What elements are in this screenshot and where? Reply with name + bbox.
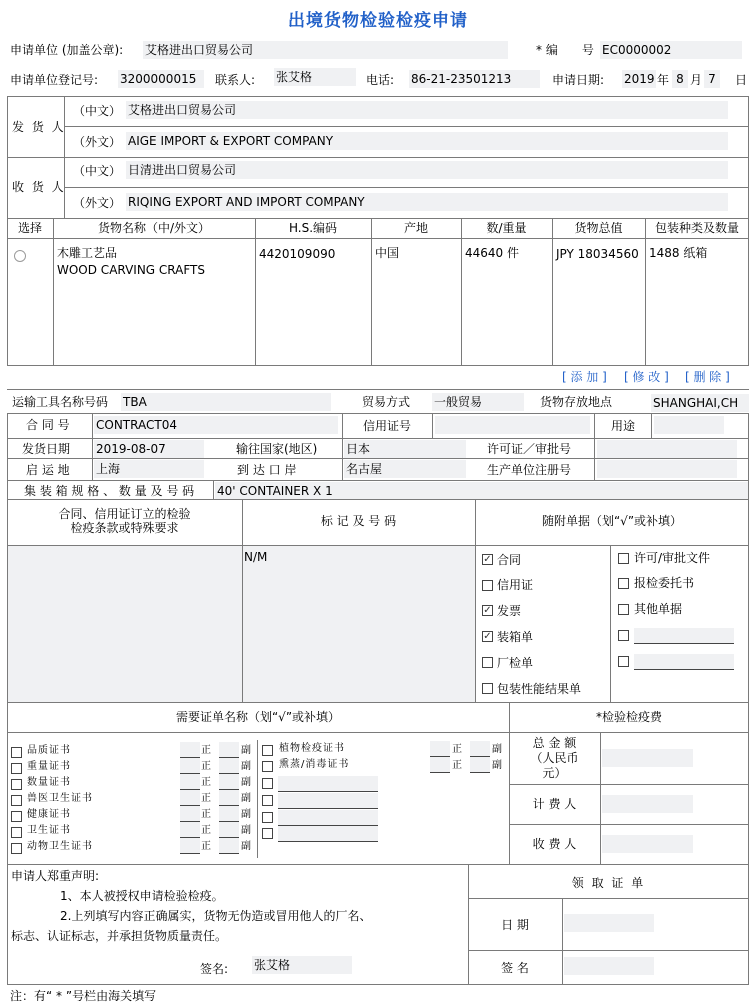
serial-field[interactable]: EC0000002 <box>600 41 742 59</box>
cert-weight-checkbox[interactable] <box>11 763 22 774</box>
reg-no-label: 申请单位登记号: <box>10 73 99 87</box>
cert-animal-health-fu: 副 <box>241 841 252 852</box>
cert-custom2-checkbox[interactable] <box>262 795 273 806</box>
cert-veterinary-copy[interactable] <box>219 790 239 806</box>
goods-origin: 中国 <box>375 246 400 260</box>
doc-packaging-result-label: 包装性能结果单 <box>497 682 582 696</box>
goods-value: JPY 18034560 <box>556 247 639 261</box>
col-packing: 包装种类及数量 <box>654 221 739 235</box>
date-month-field[interactable]: 8 <box>672 70 688 88</box>
attached-docs-label: 随附单据（划“√”或补填） <box>541 514 683 528</box>
cert-weight-original[interactable] <box>180 758 200 774</box>
cert-weight-copy[interactable] <box>219 758 239 774</box>
billing-person-label: 计 费 人 <box>532 797 577 811</box>
fee-title: *检验检疫费 <box>595 710 662 724</box>
doc-contract-checkbox[interactable]: ✓ <box>483 554 492 565</box>
cert-weight-fu: 副 <box>241 761 252 772</box>
col-goods-name: 货物名称（中/外文） <box>97 221 211 235</box>
lc-field[interactable] <box>435 416 590 434</box>
cert-fumigation-label: 熏蒸/消毒证书 <box>279 759 350 770</box>
cert-animal-health-original[interactable] <box>180 838 200 854</box>
contact-label: 联系人: <box>215 73 256 87</box>
dest-country-label: 输往国家(地区) <box>236 442 318 456</box>
storage-field[interactable]: SHANGHAI,CH <box>651 394 749 412</box>
container-field[interactable]: 40' CONTAINER X 1 <box>215 482 748 500</box>
storage-label: 货物存放地点 <box>540 395 613 409</box>
collect-date-field[interactable] <box>564 914 654 932</box>
declaration-line-2: 2.上列填写内容正确属实，货物无伪造或冒用他人的厂名、 <box>60 909 372 923</box>
cert-phyto-fu: 副 <box>492 744 503 755</box>
cert-custom1-checkbox[interactable] <box>262 778 273 789</box>
contract-terms-label-1: 合同、信用证订立的检验 <box>58 507 191 521</box>
declaration-title: 申请人郑重声明: <box>11 869 100 883</box>
cert-quantity-copy[interactable] <box>219 774 239 790</box>
doc-custom1-checkbox[interactable] <box>618 630 629 641</box>
shipper-cn-label: （中文） <box>73 104 122 118</box>
date-year-field[interactable]: 2019 <box>624 72 655 86</box>
permit-field[interactable] <box>597 440 737 458</box>
doc-entrust-label: 报检委托书 <box>634 576 695 590</box>
goods-row-radio[interactable] <box>14 250 26 262</box>
collect-sign-label: 签 名 <box>501 961 529 975</box>
cert-animal-health-zheng: 正 <box>201 841 212 852</box>
contract-field[interactable]: CONTRACT04 <box>94 416 338 434</box>
marks-value: N/M <box>244 550 268 564</box>
doc-packing-list-checkbox[interactable]: ✓ <box>483 631 492 642</box>
cert-health-checkbox[interactable] <box>11 811 22 822</box>
load-port-field[interactable]: 上海 <box>94 460 204 478</box>
load-port-label: 启 运 地 <box>26 463 70 477</box>
contract-terms-label-2: 检疫条款或特殊要求 <box>70 521 179 535</box>
purpose-label: 用途 <box>611 419 636 433</box>
ship-date-label: 发货日期 <box>22 442 71 456</box>
cert-quantity-label: 数量证书 <box>27 777 71 788</box>
cert-veterinary-label: 兽医卫生证书 <box>27 793 93 804</box>
cert-weight-label: 重量证书 <box>27 761 71 772</box>
cert-fumigation-fu: 副 <box>492 760 503 771</box>
cert-quantity-zheng: 正 <box>201 777 212 788</box>
cert-phyto-label: 植物检疫证书 <box>279 743 345 754</box>
collector-field[interactable] <box>602 835 693 853</box>
collector-label: 收 费 人 <box>532 837 577 851</box>
day-char: 日 <box>735 73 748 87</box>
consignee-cn-label: （中文） <box>73 164 122 178</box>
applicant-unit-label: 申请单位 (加盖公章): <box>10 43 124 57</box>
billing-person-field[interactable] <box>602 795 693 813</box>
collect-date-label: 日 期 <box>501 918 529 932</box>
cert-fumigation-copy[interactable] <box>470 757 490 773</box>
cert-animal-health-checkbox[interactable] <box>11 843 22 854</box>
col-hs-code: H.S.编码 <box>288 221 338 235</box>
doc-packing-list-label: 装箱单 <box>497 630 534 644</box>
doc-lc-label: 信用证 <box>497 578 534 592</box>
cert-custom3-field[interactable] <box>278 810 378 826</box>
cert-sanitary-checkbox[interactable] <box>11 827 22 838</box>
shipper-cn-field[interactable]: 艾格进出口贸易公司 <box>126 101 728 119</box>
goods-name-cn: 木雕工艺品 <box>57 246 118 260</box>
cert-fumigation-original[interactable] <box>430 757 450 773</box>
cert-quantity-checkbox[interactable] <box>11 779 22 790</box>
collect-sign-field[interactable] <box>564 957 654 975</box>
consignee-en-label: （外文） <box>73 196 122 210</box>
dest-country-field[interactable]: 日本 <box>344 440 466 458</box>
purpose-field[interactable] <box>654 416 724 434</box>
cert-health-zheng: 正 <box>201 809 212 820</box>
contact-field[interactable]: 张艾格 <box>274 68 356 86</box>
doc-other-checkbox[interactable] <box>618 604 629 615</box>
cert-sanitary-zheng: 正 <box>201 825 212 836</box>
doc-factory-inspection-label: 厂检单 <box>497 656 534 670</box>
doc-invoice-label: 发票 <box>497 604 522 618</box>
doc-custom2-field[interactable] <box>634 654 734 670</box>
cert-phyto-checkbox[interactable] <box>262 745 273 756</box>
cert-quantity-original[interactable] <box>180 774 200 790</box>
cert-veterinary-zheng: 正 <box>201 793 212 804</box>
cert-phyto-original[interactable] <box>430 741 450 757</box>
cert-custom4-field[interactable] <box>278 826 378 842</box>
applicant-unit-field[interactable]: 艾格进出口贸易公司 <box>143 41 508 59</box>
marks-field[interactable] <box>243 546 475 702</box>
goods-table <box>7 218 749 366</box>
cert-health-fu: 副 <box>241 809 252 820</box>
col-quantity: 数/重量 <box>486 221 527 235</box>
collect-title: 领 取 证 单 <box>571 876 646 890</box>
cert-veterinary-fu: 副 <box>241 793 252 804</box>
producer-reg-label: 生产单位注册号 <box>487 463 572 477</box>
container-label: 集 装 箱 规 格 、 数 量 及 号 码 <box>24 484 195 498</box>
phone-field[interactable]: 86-21-23501213 <box>409 70 540 88</box>
cert-quality-fu: 副 <box>241 745 252 756</box>
page-title: 出境货物检验检疫申请 <box>288 11 468 31</box>
cert-sanitary-label: 卫生证书 <box>27 825 71 836</box>
doc-other-label: 其他单据 <box>634 602 683 616</box>
consignee-label: 收 货 人 <box>12 180 66 194</box>
cert-sanitary-original[interactable] <box>180 822 200 838</box>
date-day-field[interactable]: 7 <box>704 70 720 88</box>
marks-label: 标 记 及 号 码 <box>320 514 397 528</box>
shipper-en-label: （外文） <box>73 135 122 149</box>
footer-note: 注：有“ * ”号栏由海关填写 <box>10 989 157 1003</box>
cert-animal-health-label: 动物卫生证书 <box>27 841 93 852</box>
cert-quality-copy[interactable] <box>219 742 239 758</box>
serial-label: * 编 号 <box>536 43 594 57</box>
cert-quantity-fu: 副 <box>241 777 252 788</box>
shipper-en-field[interactable]: AIGE IMPORT & EXPORT COMPANY <box>126 132 728 150</box>
vehicle-field[interactable]: TBA <box>121 393 331 411</box>
cert-veterinary-checkbox[interactable] <box>11 795 22 806</box>
producer-reg-field[interactable] <box>597 460 737 478</box>
date-label: 申请日期: <box>552 73 605 87</box>
cert-veterinary-original[interactable] <box>180 790 200 806</box>
doc-entrust-checkbox[interactable] <box>618 578 629 589</box>
cert-quality-zheng: 正 <box>201 745 212 756</box>
trade-field[interactable]: 一般贸易 <box>432 393 524 411</box>
doc-permit-checkbox[interactable] <box>618 553 629 564</box>
phone-label: 电话: <box>366 73 395 87</box>
edit-button[interactable]: [ 修 改 ] <box>624 370 669 384</box>
cert-weight-zheng: 正 <box>201 761 212 772</box>
cert-sanitary-fu: 副 <box>241 825 252 836</box>
cert-fumigation-checkbox[interactable] <box>262 761 273 772</box>
doc-lc-checkbox[interactable] <box>482 580 493 591</box>
doc-custom1-field[interactable] <box>634 628 734 644</box>
consignee-cn-field[interactable]: 日清进出口贸易公司 <box>126 161 728 179</box>
declaration-line-1: 1、本人被授权申请检验检疫。 <box>60 889 224 903</box>
cert-custom3-checkbox[interactable] <box>262 812 273 823</box>
total-amount-label-3: 元） <box>542 766 567 780</box>
shipper-label: 发 货 人 <box>12 120 66 134</box>
cert-sanitary-copy[interactable] <box>219 822 239 838</box>
cert-quality-original[interactable] <box>180 742 200 758</box>
add-button[interactable]: [ 添 加 ] <box>562 370 607 384</box>
cert-phyto-copy[interactable] <box>470 741 490 757</box>
declaration-line-3: 标志、认证标志，并承担货物质量责任。 <box>11 929 228 943</box>
reg-no-field[interactable]: 3200000015 <box>118 70 204 88</box>
doc-custom2-checkbox[interactable] <box>618 656 629 667</box>
cert-health-label: 健康证书 <box>27 809 71 820</box>
trade-label: 贸易方式 <box>362 395 411 409</box>
goods-qty: 44640 件 <box>465 246 519 260</box>
certificates-title: 需要证单名称（划“√”或补填） <box>175 710 341 724</box>
cert-health-original[interactable] <box>180 806 200 822</box>
arrival-port-label: 到 达 口 岸 <box>237 463 297 477</box>
goods-pack: 1488 纸箱 <box>649 246 708 260</box>
total-amount-field[interactable] <box>602 749 693 767</box>
total-amount-label-2: （人民币 <box>530 751 579 765</box>
arrival-port-field[interactable]: 名古屋 <box>344 460 466 478</box>
cert-quality-checkbox[interactable] <box>11 747 22 758</box>
consignee-en-field[interactable]: RIQING EXPORT AND IMPORT COMPANY <box>126 193 728 211</box>
cert-health-copy[interactable] <box>219 806 239 822</box>
delete-button[interactable]: [ 删 除 ] <box>685 370 730 384</box>
permit-label: 许可证／审批号 <box>487 442 572 456</box>
total-amount-label-1: 总 金 额 <box>532 736 577 750</box>
contract-terms-field[interactable] <box>8 546 242 702</box>
col-origin: 产地 <box>403 221 428 235</box>
contract-label: 合 同 号 <box>26 418 70 432</box>
vehicle-label: 运输工具名称号码 <box>12 395 109 409</box>
signature-field[interactable]: 张艾格 <box>252 956 352 974</box>
signature-label: 签名: <box>200 962 229 976</box>
doc-packaging-result-checkbox[interactable] <box>482 683 493 694</box>
doc-invoice-checkbox[interactable]: ✓ <box>483 605 492 616</box>
cert-fumigation-zheng: 正 <box>452 760 463 771</box>
cert-custom2-field[interactable] <box>278 793 378 809</box>
goods-name-en: WOOD CARVING CRAFTS <box>57 263 205 277</box>
col-select: 选择 <box>17 221 42 235</box>
lc-label: 信用证号 <box>363 419 412 433</box>
cert-custom4-checkbox[interactable] <box>262 828 273 839</box>
cert-animal-health-copy[interactable] <box>219 838 239 854</box>
doc-permit-label: 许可/审批文件 <box>634 551 711 565</box>
cert-phyto-zheng: 正 <box>452 744 463 755</box>
doc-contract-label: 合同 <box>497 553 522 567</box>
goods-hs: 4420109090 <box>259 247 336 261</box>
cert-custom1-field[interactable] <box>278 776 378 792</box>
year-char: 年 <box>657 73 670 87</box>
col-total-value: 货物总值 <box>574 221 623 235</box>
doc-factory-inspection-checkbox[interactable] <box>482 657 493 668</box>
cert-quality-label: 品质证书 <box>27 745 71 756</box>
month-char: 月 <box>690 73 703 87</box>
ship-date-field[interactable]: 2019-08-07 <box>94 440 204 458</box>
